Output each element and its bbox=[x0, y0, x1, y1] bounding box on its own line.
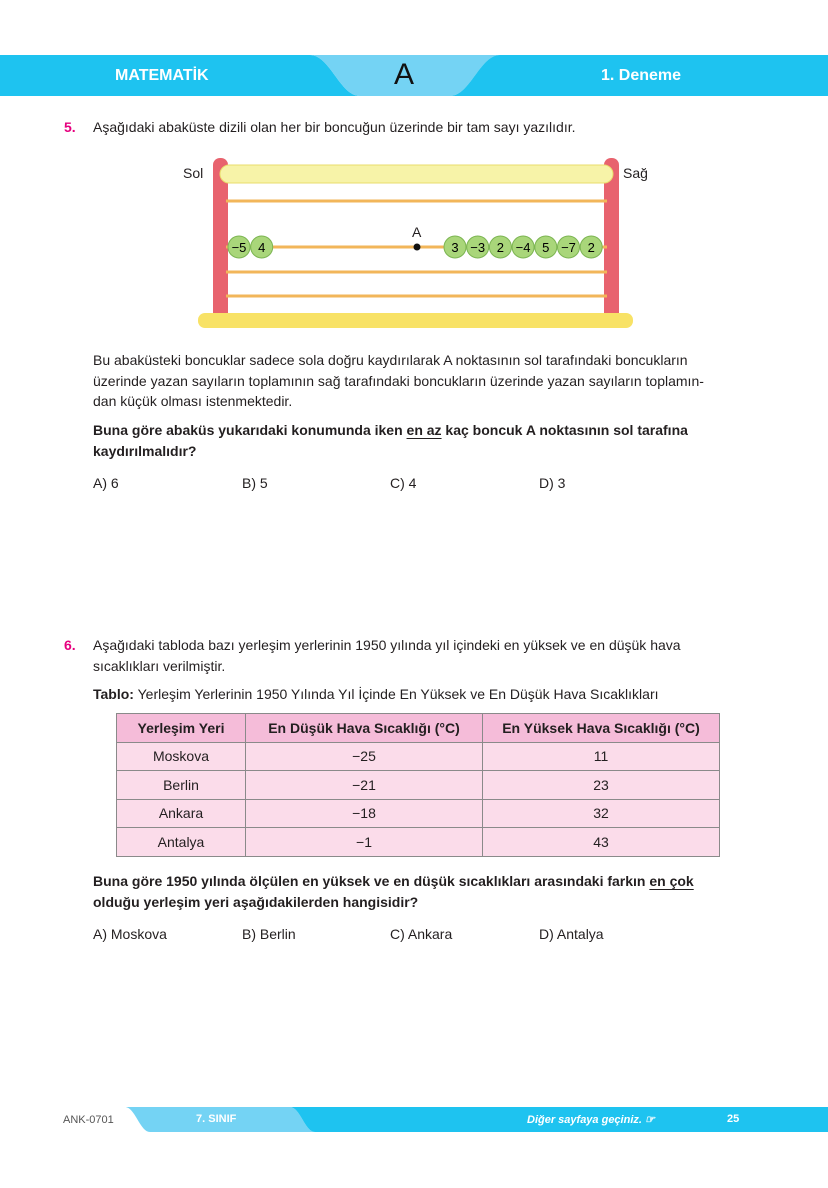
bead-label: 2 bbox=[587, 240, 595, 255]
option-c[interactable]: C) Ankara bbox=[390, 926, 453, 942]
question-stem: Aşağıdaki tabloda bazı yerleşim yerlerinin 1950 yılında yıl içindeki en yüksek ve en düşük hava sıcaklıkları verilmiştir. bbox=[93, 637, 681, 674]
column-header: En Yüksek Hava Sıcaklığı (°C) bbox=[483, 714, 720, 743]
table-cell: 11 bbox=[483, 742, 720, 771]
option-d[interactable]: D) 3 bbox=[539, 475, 566, 491]
booklet-code: ANK-0701 bbox=[63, 1114, 114, 1126]
bottom-bar bbox=[198, 313, 633, 328]
question-number: 6. bbox=[64, 637, 76, 653]
top-bar bbox=[220, 165, 613, 183]
table-row bbox=[117, 742, 720, 771]
table-cell: Berlin bbox=[117, 771, 246, 800]
question-number: 5. bbox=[64, 119, 76, 135]
table-caption: Tablo: Yerleşim Yerlerinin 1950 Yılında Yıl İçinde En Yüksek ve En Düşük Hava Sıcaklıkları bbox=[93, 686, 659, 702]
table-cell: −1 bbox=[246, 828, 483, 857]
paragraph bbox=[93, 350, 704, 412]
option-b[interactable]: B) 5 bbox=[242, 475, 268, 491]
table-cell: 23 bbox=[483, 771, 720, 800]
table-row bbox=[117, 799, 720, 828]
table-cell: −21 bbox=[246, 771, 483, 800]
paragraph-line: Bu abaküsteki boncuklar sadece sola doğru kaydırılarak A noktasının sol tarafındaki boncukların bbox=[93, 352, 688, 368]
emphasis: en az bbox=[406, 422, 442, 438]
booklet-letter: A bbox=[393, 58, 414, 91]
question-stem: Aşağıdaki abaküste dizili olan her bir boncuğun üzerinde bir tam sayı yazılıdır. bbox=[93, 119, 576, 135]
grade-label: 7. SINIF bbox=[196, 1113, 237, 1125]
option-b[interactable]: B) Berlin bbox=[242, 926, 296, 942]
bead-label: −4 bbox=[515, 240, 531, 255]
left-label: Sol bbox=[183, 165, 204, 181]
bead-label: 4 bbox=[258, 240, 266, 255]
table-cell: 43 bbox=[483, 828, 720, 857]
bead-label: −7 bbox=[561, 240, 576, 255]
page-number: 25 bbox=[727, 1113, 740, 1125]
table-cell: Moskova bbox=[117, 742, 246, 771]
paragraph-line: dan küçük olması istenmektedir. bbox=[93, 393, 293, 409]
bead-label: 5 bbox=[542, 240, 550, 255]
paragraph-line: üzerinde yazan sayıların toplamının sağ tarafındaki boncukların üzerinde yazan sayıların toplamın- bbox=[93, 372, 704, 389]
column-header: Yerleşim Yeri bbox=[117, 714, 246, 743]
table-cell: −18 bbox=[246, 799, 483, 828]
table-cell: −25 bbox=[246, 742, 483, 771]
bead-label: 3 bbox=[451, 240, 459, 255]
table-cell: Ankara bbox=[117, 799, 246, 828]
option-a[interactable]: A) Moskova bbox=[93, 926, 167, 942]
subject-title: MATEMATİK bbox=[115, 67, 209, 84]
next-page-note: Diğer sayfaya geçiniz. ☞ bbox=[527, 1114, 655, 1126]
right-label: Sağ bbox=[623, 165, 648, 181]
question-prompt: Buna göre abaküs yukarıdaki konumunda iken en az kaç boncuk A noktasının sol tarafına kaydırılmalıdır? bbox=[93, 422, 688, 459]
table-row bbox=[117, 828, 720, 857]
bead-label: 2 bbox=[496, 240, 505, 255]
option-c[interactable]: C) 4 bbox=[390, 475, 417, 491]
emphasis: en çok bbox=[649, 873, 694, 889]
abacus-figure bbox=[0, 0, 828, 340]
bead-label: −3 bbox=[470, 240, 486, 255]
footer-band bbox=[0, 1107, 828, 1132]
exam-title: 1. Deneme bbox=[601, 67, 682, 84]
table-cell: Antalya bbox=[117, 828, 246, 857]
point-a bbox=[414, 244, 421, 251]
option-d[interactable]: D) Antalya bbox=[539, 926, 604, 942]
temperature-table bbox=[116, 713, 720, 857]
option-a[interactable]: A) 6 bbox=[93, 475, 119, 491]
point-a-label: A bbox=[412, 224, 422, 240]
column-header: En Düşük Hava Sıcaklığı (°C) bbox=[246, 714, 483, 743]
table-cell: 32 bbox=[483, 799, 720, 828]
question-prompt: Buna göre 1950 yılında ölçülen en yüksek ve en düşük sıcaklıkları arasındaki farkın en çok olduğu yerleşim yeri aşağıdakilerden hangisidir? bbox=[93, 873, 694, 910]
bead-label: −5 bbox=[231, 240, 247, 255]
pointing-hand-icon: ☞ bbox=[645, 1114, 655, 1126]
table-row bbox=[117, 771, 720, 800]
